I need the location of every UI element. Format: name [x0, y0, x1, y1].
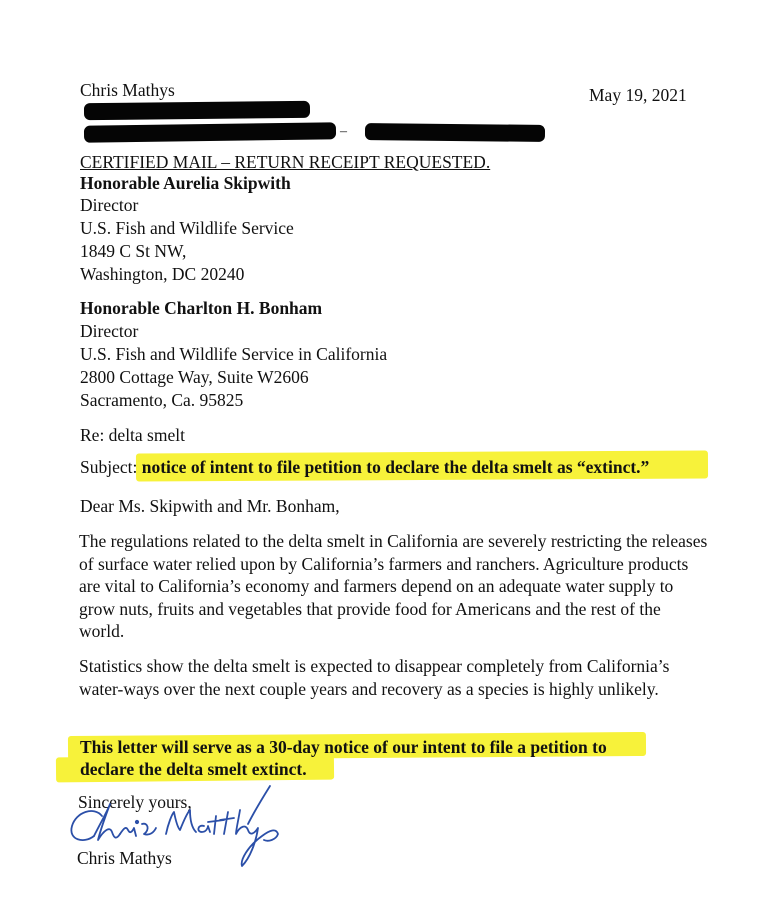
redacted-address-line-2b — [365, 123, 545, 142]
letter-date: May 19, 2021 — [589, 85, 687, 105]
redaction-dash: – — [340, 124, 347, 139]
subject-label: Subject: — [80, 457, 138, 477]
body-paragraph-2: Statistics show the delta smelt is expected to disappear completely from California’s water-ways over the next couple years and recovery as a species is highly unlikely. — [79, 656, 670, 699]
recipient1-street: 1849 C St NW, — [80, 241, 187, 261]
redacted-address-line-1 — [84, 101, 310, 120]
salutation: Dear Ms. Skipwith and Mr. Bonham, — [80, 496, 340, 516]
certified-mail-line: CERTIFIED MAIL – RETURN RECEIPT REQUESTED. — [80, 152, 491, 172]
redacted-address-line-2a — [84, 122, 336, 143]
subject-text: notice of intent to file petition to declare the delta smelt as “extinct.” — [137, 457, 650, 477]
recipient1-org: U.S. Fish and Wildlife Service — [80, 218, 294, 238]
body-paragraph-1: The regulations related to the delta smelt in California are severely restricting the releases of surface water relied upon by California’s farmers and ranchers. Agriculture products are vital to California’s economy and farmers depend on an adequate water supply to grow nuts, fruits and vegetables that provide food for Americans and the rest of the world. — [79, 531, 708, 641]
notice-line-2: declare the delta smelt extinct. — [80, 759, 307, 779]
notice-line-1: This letter will serve as a 30-day notice of our intent to file a petition to — [80, 737, 607, 757]
sender-name: Chris Mathys — [80, 80, 175, 100]
subject-line — [80, 456, 649, 478]
recipient1-city: Washington, DC 20240 — [80, 264, 245, 284]
recipient2-org: U.S. Fish and Wildlife Service in California — [80, 344, 388, 364]
recipient1-title: Director — [80, 195, 139, 215]
recipient2-city: Sacramento, Ca. 95825 — [80, 390, 244, 410]
recipient2-street: 2800 Cottage Way, Suite W2606 — [80, 367, 309, 387]
signature-name: Chris Mathys — [77, 848, 172, 868]
closing: Sincerely yours, — [78, 792, 192, 812]
recipient1-name: Honorable Aurelia Skipwith — [80, 173, 291, 193]
recipient2-name: Honorable Charlton H. Bonham — [80, 298, 323, 318]
recipient2-title: Director — [80, 321, 139, 341]
re-line: Re: delta smelt — [80, 425, 185, 445]
